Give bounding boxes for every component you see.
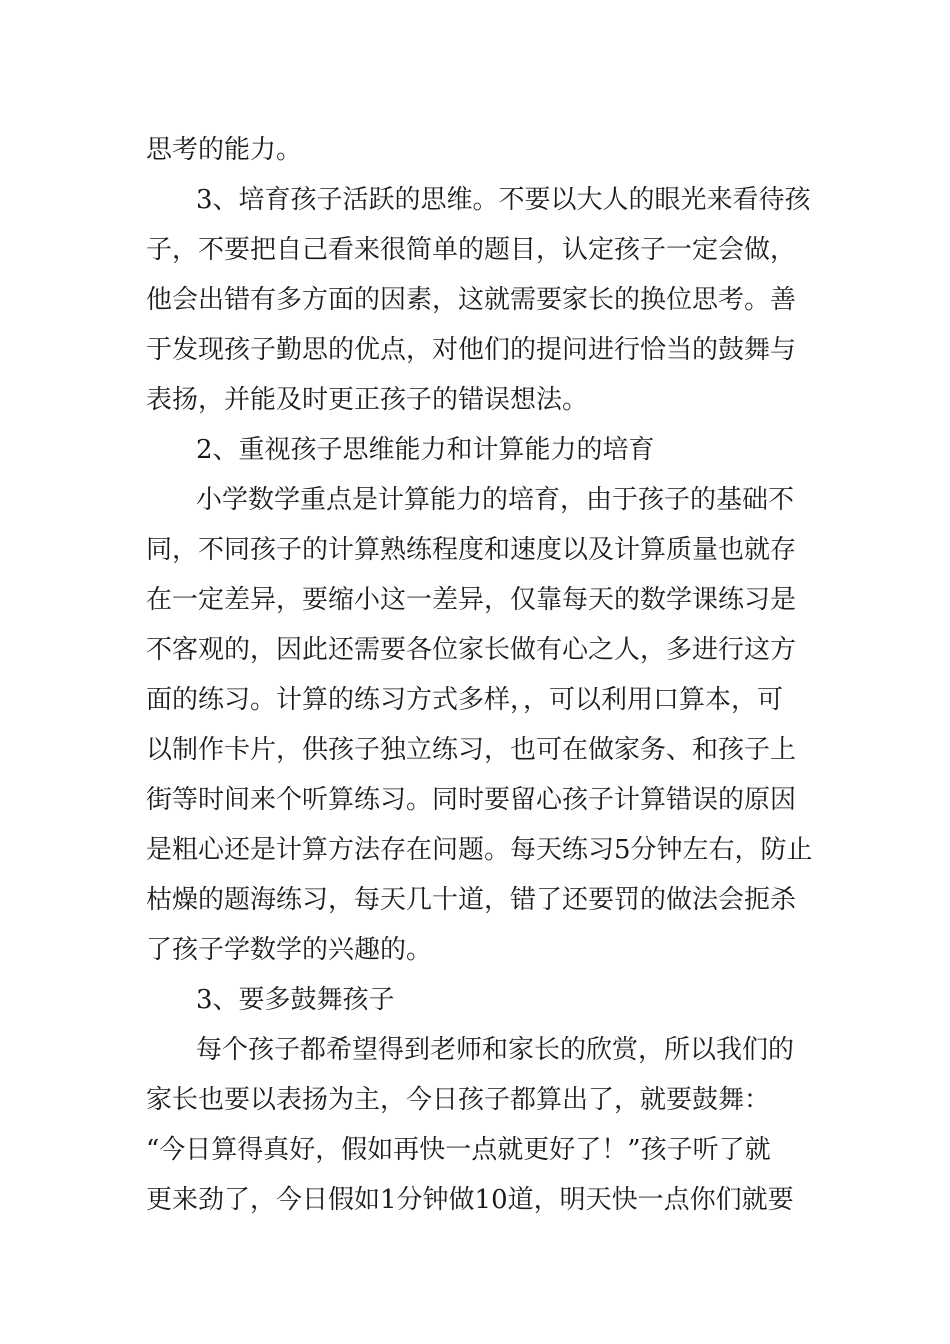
text-line: 了孩子学数学的兴趣的。	[146, 935, 433, 965]
text-line: 街等时间来个听算练习。同时要留心孩子计算错误的原因	[146, 785, 797, 815]
text-line: 于发现孩子勤思的优点，对他们的提问进行恰当的鼓舞与	[146, 335, 797, 365]
text-line: 不客观的，因此还需要各位家长做有心之人，多进行这方	[146, 635, 797, 665]
text-line: 每个孩子都希望得到老师和家长的欣赏，所以我们的	[196, 1035, 795, 1065]
text-line: 子，不要把自己看来很简单的题目，认定孩子一定会做，	[146, 235, 797, 265]
text-line: 家长也要以表扬为主，今日孩子都算出了，就要鼓舞：	[146, 1085, 771, 1115]
section-heading: 2、重视孩子思维能力和计算能力的培育	[196, 435, 655, 465]
text-line: 思考的能力。	[146, 135, 303, 165]
text-line: 在一定差异，要缩小这一差异，仅靠每天的数学课练习是	[146, 585, 797, 615]
text-line: 他会出错有多方面的因素，这就需要家长的换位思考。善	[146, 285, 797, 315]
text-line: 表扬，并能及时更正孩子的错误想法。	[146, 385, 589, 415]
text-line: “今日算得真好，假如再快一点就更好了！”孩子听了就	[146, 1135, 771, 1165]
text-line: 3、培育孩子活跃的思维。不要以大人的眼光来看待孩	[196, 185, 811, 215]
text-line: 是粗心还是计算方法存在问题。每天练习5分钟左右，防止	[146, 835, 813, 865]
text-line: 面的练习。计算的练习方式多样，，可以利用口算本，可	[146, 685, 784, 715]
text-line: 以制作卡片，供孩子独立练习，也可在做家务、和孩子上	[146, 735, 797, 765]
section-heading: 3、要多鼓舞孩子	[196, 985, 395, 1015]
text-line: 枯燥的题海练习，每天几十道，错了还要罚的做法会扼杀	[146, 885, 797, 915]
text-line: 同，不同孩子的计算熟练程度和速度以及计算质量也就存	[146, 535, 797, 565]
text-line: 小学数学重点是计算能力的培育，由于孩子的基础不	[196, 485, 795, 515]
text-line: 更来劲了，今日假如1分钟做10道，明天快一点你们就要	[146, 1185, 794, 1215]
